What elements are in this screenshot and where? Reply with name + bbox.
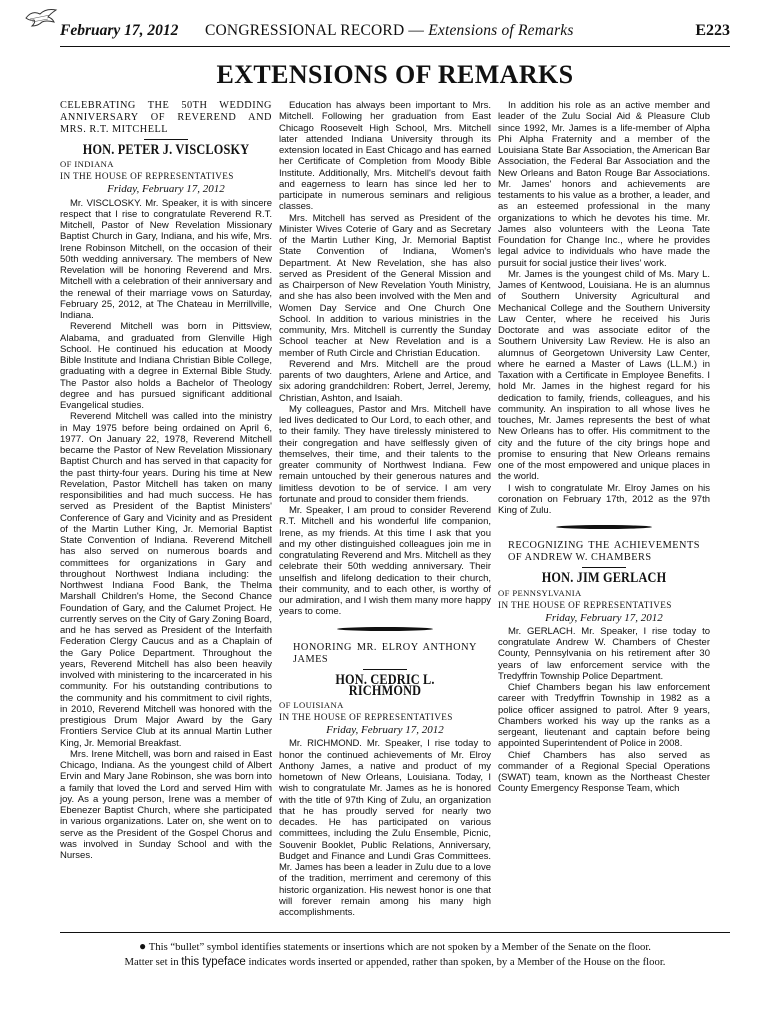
footer-typeface-note: Matter set in this typeface indicates words inserted or appended, rather than spoken, by a Member of the House on the floor. [124, 956, 666, 968]
paragraph: Education has always been important to Mrs. Mitchell. Following her graduation from East Chicago Roosevelt High School, Mrs. Mitchell later attended Indiana University through its extension located in East Chicago and has earned her Certificate of Completion from Moody Bible Institute. Additionally, Mrs. Mitchell's devout faith and eagerness to learn has since led her to participate in numerous seminars and religious classes. [279, 100, 491, 213]
paragraph: I wish to congratulate Mr. Elroy James on his coronation on February 17th, 2012 as the 97th King of Zulu. [498, 482, 710, 516]
paragraph: Chief Chambers began his law enforcement career with Tredyffrin Township in 1982 as a police officer assigned to patrol. After 9 years, Chambers worked his way up the ranks as a sergeant, lieutenant and captain before being appointed Superintendent of Police in 2008. [498, 682, 710, 750]
header-date: February 17, 2012 [60, 22, 179, 39]
article-1-house: IN THE HOUSE OF REPRESENTATIVES [60, 171, 234, 182]
divider [363, 669, 407, 670]
article-2-house: IN THE HOUSE OF REPRESENTATIVES [279, 712, 453, 722]
paragraph: Mr. GERLACH. Mr. Speaker, I rise today to congratulate Andrew W. Chambers of Chester County, Pennsylvania on his retirement after 30 years of law enforcement service with the Tredyffrin Township Police Department. [498, 625, 710, 682]
paragraph: Mr. RICHMOND. Mr. Speaker, I rise today to honor the continued achievements of Mr. Elroy Anthony James, a native and product of my hometown of New Orleans, Louisiana. Today, I wish to congratulate Mr. James as he is honored with the title of 97th King of Zulu, an organization that he has proudly served for nearly two decades. He has participated on various committees, including the Zulu Ensemble, Picnic, Souvenir Booklet, Public Relations, Anniversary, Budget and Finance and Lundi Gras Committees. Mr. James has been a leader in Zulu due to a love of the tradition, merriment and ceremony of this historic organization. His newest honor is one that will forever remain among his many high accomplishments. [279, 738, 491, 918]
paragraph: Reverend Mitchell was called into the ministry in May 1975 before being ordained on April 6, 1977. On January 22, 1978, Reverend Mitchell became the Pastor of New Revelation Missionary Baptist Church and has served in that capacity for the past thirty-four years. During his time at New Revelation, Pastor Mitchell has taken on many responsibilities and had much success. He has served as President of the Baptist Ministers' Conference of Gary and Vicinity and as President of the Martin Luther King, Jr. Memorial Baptist State Convention of Indiana. Reverend Mitchell has also served on numerous boards and committees for organizations in Gary and throughout Northwest Indiana including: the Northwest Indiana Food Bank, the Thelma Marshall Children's Home, the Second Chance Foundation of Gary, and the Calumet Project. He currently serves on the City of Gary Zoning Board, and he has served as President of the Interfaith Federation Clergy Caucus and as a Chaplain of the Gary Police Department. Throughout the years, Reverend Mitchell has also been heavily involved with ministering to the incarcerated in his community. For his outstanding contributions to the community and his commitment to civil rights, in 2010, Reverend Mitchell was honored with the prestigious Drum Major Award by the Gary Frontiers Service Club at its annual Martin Luther King, Jr. Memorial Breakfast. [60, 411, 272, 749]
header-section: Extensions of Remarks [428, 22, 574, 39]
header-rule [60, 46, 730, 47]
paragraph: Reverend and Mrs. Mitchell are the proud parents of two daughters, Arlene and Artice, and six adoring grandchildren: Robert, Jerrel, Jeremy, Christian, Ashton, and Isaiah. [279, 358, 491, 404]
article-2-speaker: HON. CEDRIC L. RICHMOND [335, 671, 435, 699]
running-header [60, 22, 730, 44]
page-title: EXTENSIONS OF REMARKS [216, 60, 574, 89]
article-1-speaker: HON. PETER J. VISCLOSKY [82, 142, 250, 158]
eagle-logo-icon [24, 6, 58, 28]
paragraph: Reverend Mitchell was born in Pittsview, Alabama, and graduated from Glenville High School. He continued his education at Moody Bible Institute and Indiana Christian Bible College, graduating with a degree in External Bible Study. The Pastor also holds a Bachelor of Theology degree and has pursued significant additional Evangelical studies. [60, 321, 272, 411]
paragraph: Mrs. Mitchell has served as President of the Minister Wives Coterie of Gary and as Secretary of the Martin Luther King, Jr. Memorial Baptist State Convention of Indiana, Women's Department. At New Revelation, she has also served as President of the General Mission and as Chairperson of New Revelation Youth Ministry, and she has also been involved with the Men and Women Day Service and One Church One School. In addition to various ministries in the community, Mrs. Mitchell is currently the Sunday School teacher at New Revelation and is a member of Ruth Circle and Christian Education. [279, 212, 491, 359]
header-publication: CONGRESSIONAL RECORD — Extensions of Remarks [205, 22, 574, 39]
article-2-date: Friday, February 17, 2012 [326, 724, 444, 736]
article-3-date: Friday, February 17, 2012 [545, 611, 663, 624]
paragraph: My colleagues, Pastor and Mrs. Mitchell have led lives dedicated to Our Lord, to each other, and to their family. They have tirelessly ministered to their congregation and have selflessly given of themselves, their time, and their talents to the greater community of Northwest Indiana. Few remain untouched by their generous natures and limitless devotion to be of service. I am very fortunate and proud to consider them friends. [279, 403, 491, 505]
article-2-state: OF LOUISIANA [279, 700, 344, 710]
article-3-speaker: HON. JIM GERLACH [541, 570, 667, 587]
section-ornament [337, 627, 433, 631]
article-1-heading: CELEBRATING THE 50TH WEDDING ANNIVERSARY OF REVEREND AND MRS. R.T. MITCHELL [60, 100, 272, 135]
column-3 [498, 100, 710, 795]
article-3-heading: RECOGNIZING THE ACHIEVEMENTS OF ANDREW W. CHAMBERS [508, 540, 700, 564]
bullet-icon: ● [139, 939, 147, 953]
footer-rule [60, 932, 730, 933]
paragraph: In addition his role as an active member and leader of the Zulu Social Aid & Pleasure Club since 1992, Mr. James is a life-member of Alpha Phi Alpha Fraternity and a member of the Louisiana State Bar Association, the American Bar Association, the Federal Bar Association and the New Orleans and Baton Rouge Bar Associations. Mr. James' honors and achievements are testaments to his value as a brother, a leader, and as an esteemed professional in the many organizations to which he devotes his time. Mr. James also volunteers with the Leona Tate Foundation for Change Inc., where he provides legal advice to individuals who have made the pursuit for social justice their lives' work. [498, 100, 710, 269]
footer-bullet-note: ● This “bullet” symbol identifies statements or insertions which are not spoken by a Member of the Senate on the floor. [139, 939, 651, 953]
page-number: E223 [695, 22, 730, 39]
paragraph: Mr. VISCLOSKY. Mr. Speaker, it is with sincere respect that I rise to congratulate Reverend R.T. Mitchell, Pastor of New Revelation Missionary Baptist Church in Gary, Indiana, and his wife, Mrs. Irene Robinson Mitchell, on the occasion of their 50th wedding anniversary. The members of New Revelation will be honoring Reverend and Mrs. Mitchell with a celebration of their anniversary and the renewal of their marriage vows on Saturday, February 25, 2012, at The Chateau in Merrillville, Indiana. [60, 197, 272, 321]
paragraph: Chief Chambers has also served as commander of a Regional Special Operations (SWAT) team, known as the Northeast Chester County Emergency Response Team, which [498, 749, 710, 795]
article-3-state: OF PENNSYLVANIA [498, 587, 582, 598]
column-1 [60, 100, 272, 861]
divider [144, 139, 188, 140]
article-1-date: Friday, February 17, 2012 [107, 183, 225, 196]
divider [582, 567, 626, 568]
article-3-house: IN THE HOUSE OF REPRESENTATIVES [498, 599, 672, 610]
paragraph: Mr. James is the youngest child of Ms. Mary L. James of Kentwood, Louisiana. He is an alumnus of Southern University Agricultural and Mechanical College and the Southern University Law Center, where he received his Juris Doctorate and was associate editor of the Southern University Law Review. He is also an alumnus of Georgetown University Law Center, where he earned a Master of Laws (LL.M.) in Taxation with a Certificate in Employee Benefits. I hold Mr. James in the highest regard for his dedication to family, friends, colleagues, and his community. An inspiration to all whose lives he touches, Mr. James represents the best of what New Orleans has to offer. His commitment to the city and the future of the city brings hope and promise to ensuring that New Orleans remains one of the most empowered and unique places in the world. [498, 268, 710, 483]
typeface-sample: this typeface [181, 956, 246, 968]
paragraph: Mrs. Irene Mitchell, was born and raised in East Chicago, Indiana. As the youngest child of Albert Ervin and Mary Jane Robinson, she was born into a family that loved the Lord and served Him with joy. As a young person, Irene was a member of Ebenezer Baptist Church, where she participated in various organizations. Later on, she went on to serve as the President of the Gospel Chorus and was involved in Sunday School and with the Nurses. [60, 748, 272, 861]
article-2-heading: HONORING MR. ELROY ANTHONY JAMES [293, 641, 477, 665]
article-1-state: OF INDIANA [60, 159, 114, 170]
paragraph: Mr. Speaker, I am proud to consider Reverend R.T. Mitchell and his wonderful life companion, Irene, as my friends. At this time I ask that you and my other distinguished colleagues join me in congratulating Reverend and Mrs. Mitchell as they celebrate their 50th wedding anniversary. Their unselfish and lifelong dedication to their church, their community, and to each other, is worthy of our admiration, and I wish them many more happy years to come. [279, 505, 491, 618]
column-2 [279, 100, 491, 918]
section-ornament [556, 525, 652, 529]
